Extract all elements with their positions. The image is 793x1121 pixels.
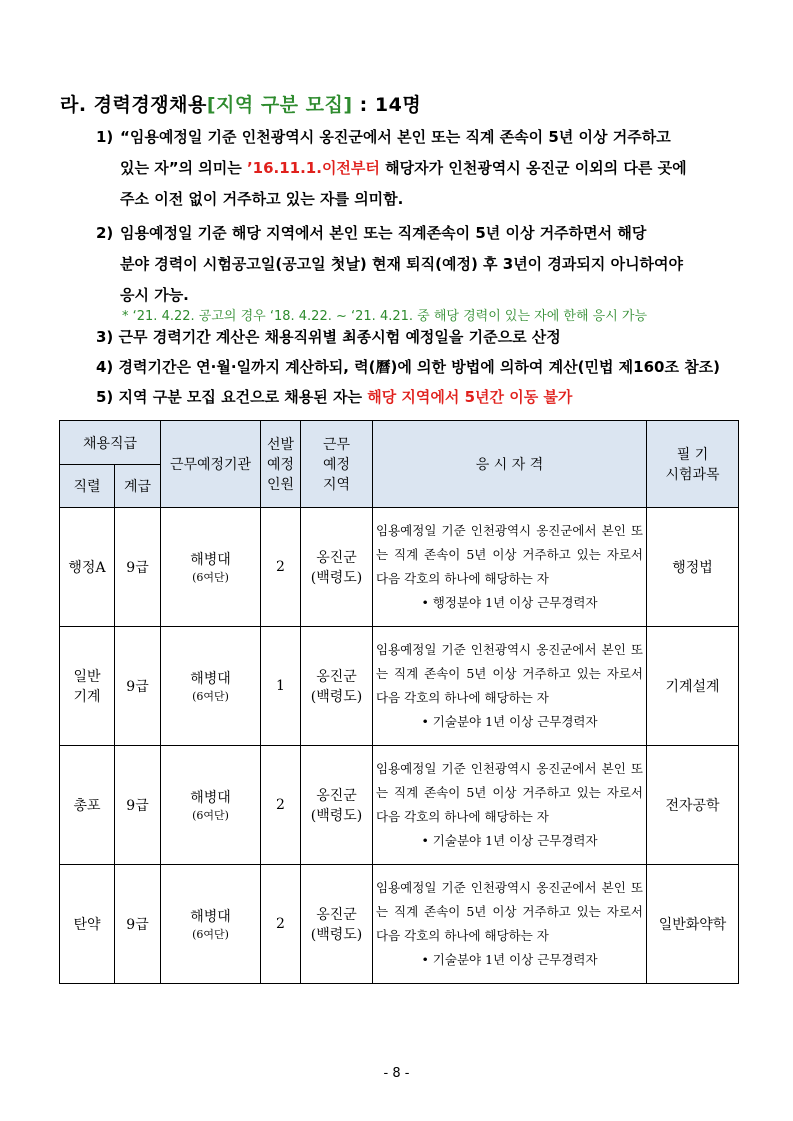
item-5-red: 해당 지역에서 5년간 이동 불가 (367, 388, 573, 406)
cell-qualification (373, 746, 647, 865)
agency-unit: (6여단) (192, 928, 229, 941)
cell-subject: 행정법 (647, 508, 739, 627)
heading-highlight: [지역 구분 모집] (206, 94, 353, 116)
item-5 (96, 386, 572, 407)
item-1-number: 1) (96, 128, 114, 146)
header-subject (647, 421, 739, 508)
cell-grade: 9급 (115, 746, 161, 865)
qualification-text: 임용예정일 기준 인천광역시 옹진군에서 본인 또는 직계 존속이 5년 이상 거주하고 있는 자로서 다음 각호의 하나에 해당하는 자 (376, 880, 644, 943)
cell-grade: 9급 (115, 865, 161, 984)
qualification-bullet: • 기술분야 1년 이상 근무경력자 (421, 714, 598, 729)
agency-unit: (6여단) (192, 809, 229, 822)
item-1-line2-pre: 있는 자”의 의미는 (120, 159, 247, 177)
header-region-l2: 예정 (322, 457, 351, 473)
region-name: 옹진군 (316, 669, 357, 685)
heading-suffix: : 14명 (352, 94, 422, 116)
cell-count: 2 (261, 508, 301, 627)
agency-unit: (6여단) (192, 690, 229, 703)
cell-series: 탄약 (60, 865, 115, 984)
cell-agency (161, 865, 261, 984)
cell-grade: 9급 (115, 508, 161, 627)
item-4: 4) 경력기간은 연·월·일까지 계산하되, 력(曆)에 의한 방법에 의하여 계산(민법 제160조 참조) (96, 358, 721, 376)
region-name: 옹진군 (316, 788, 357, 804)
cell-subject: 전자공학 (647, 746, 739, 865)
header-region-l3: 지역 (322, 477, 351, 493)
region-island: (백령도) (310, 570, 363, 586)
agency-name: 해병대 (190, 909, 231, 925)
item-2-line1: 임용예정일 기준 해당 지역에서 본인 또는 직계존속이 5년 이상 거주하면서 해당 (120, 224, 647, 242)
cell-qualification (373, 508, 647, 627)
qualification-text: 임용예정일 기준 인천광역시 옹진군에서 본인 또는 직계 존속이 5년 이상 거주하고 있는 자로서 다음 각호의 하나에 해당하는 자 (376, 761, 644, 824)
cell-qualification (373, 865, 647, 984)
region-island: (백령도) (310, 689, 363, 705)
cell-region (301, 865, 373, 984)
header-series: 직렬 (60, 465, 115, 508)
item-1-line2-red: ’16.11.1.이전부터 (246, 159, 380, 177)
qualification-text: 임용예정일 기준 인천광역시 옹진군에서 본인 또는 직계 존속이 5년 이상 거주하고 있는 자로서 다음 각호의 하나에 해당하는 자 (376, 642, 644, 705)
cell-agency (161, 508, 261, 627)
agency-unit: (6여단) (192, 571, 229, 584)
item-2-line2: 분야 경력이 시험공고일(공고일 첫날) 현재 퇴직(예정) 후 3년이 경과되지 아니하여야 (120, 255, 684, 273)
cell-count: 2 (261, 865, 301, 984)
table-row (60, 627, 739, 746)
series-l1: 일반 (73, 669, 101, 685)
cell-qualification (373, 627, 647, 746)
item-1-line2-post: 해당자가 인천광역시 옹진군 이외의 다른 곳에 (379, 159, 687, 177)
cell-agency (161, 627, 261, 746)
header-grade: 계급 (115, 465, 161, 508)
qualification-text: 임용예정일 기준 인천광역시 옹진군에서 본인 또는 직계 존속이 5년 이상 거주하고 있는 자로서 다음 각호의 하나에 해당하는 자 (376, 523, 644, 586)
agency-name: 해병대 (190, 671, 231, 687)
item-1-line3: 주소 이전 없이 거주하고 있는 자를 의미함. (120, 190, 404, 208)
heading-prefix: 라. 경력경쟁채용 (60, 94, 207, 116)
cell-grade: 9급 (115, 627, 161, 746)
item-3: 3) 근무 경력기간 계산은 채용직위별 최종시험 예정일을 기준으로 산정 (96, 328, 561, 346)
header-count (261, 421, 301, 508)
item-2-line3: 응시 가능. (120, 286, 189, 304)
cell-region (301, 508, 373, 627)
cell-agency (161, 746, 261, 865)
cell-series: 행정A (60, 508, 115, 627)
item-2 (96, 218, 756, 311)
cell-series (60, 627, 115, 746)
header-count-l3: 인원 (266, 477, 295, 493)
header-region-l1: 근무 (322, 437, 351, 453)
header-subject-l1: 필 기 (676, 447, 709, 463)
cell-subject: 기계설계 (647, 627, 739, 746)
header-agency: 근무예정기관 (161, 421, 261, 508)
region-island: (백령도) (310, 808, 363, 824)
table-row (60, 508, 739, 627)
table-row (60, 865, 739, 984)
header-count-l2: 예정 (266, 457, 295, 473)
header-subject-l2: 시험과목 (665, 467, 720, 483)
page-number: - 8 - (383, 1066, 410, 1081)
recruitment-table (59, 420, 739, 984)
item-2-number: 2) (96, 224, 114, 242)
cell-region (301, 746, 373, 865)
cell-subject: 일반화약학 (647, 865, 739, 984)
cell-region (301, 627, 373, 746)
qualification-bullet: • 기술분야 1년 이상 근무경력자 (421, 952, 598, 967)
item-5-text: 5) 지역 구분 모집 요건으로 채용된 자는 (96, 388, 368, 406)
region-name: 옹진군 (316, 550, 357, 566)
header-count-l1: 선발 (266, 437, 295, 453)
region-name: 옹진군 (316, 907, 357, 923)
header-region (301, 421, 373, 508)
cell-count: 1 (261, 627, 301, 746)
qualification-bullet: • 기술분야 1년 이상 근무경력자 (421, 833, 598, 848)
item-1 (96, 122, 756, 215)
qualification-bullet: • 행정분야 1년 이상 근무경력자 (421, 595, 598, 610)
header-qualification: 응 시 자 격 (373, 421, 647, 508)
item-1-line1: “임용예정일 기준 인천광역시 옹진군에서 본인 또는 직계 존속이 5년 이상 거주하고 (120, 128, 671, 146)
agency-name: 해병대 (190, 552, 231, 568)
series-l2: 기계 (73, 689, 101, 705)
table-row (60, 746, 739, 865)
section-heading (60, 90, 421, 117)
note-period: * ‘21. 4.22. 공고의 경우 ‘18. 4.22. ~ ‘21. 4.21. 중 해당 경력이 있는 자에 한해 응시 가능 (122, 309, 648, 324)
region-island: (백령도) (310, 927, 363, 943)
header-job: 채용직급 (60, 421, 161, 465)
cell-series: 총포 (60, 746, 115, 865)
cell-count: 2 (261, 746, 301, 865)
agency-name: 해병대 (190, 790, 231, 806)
